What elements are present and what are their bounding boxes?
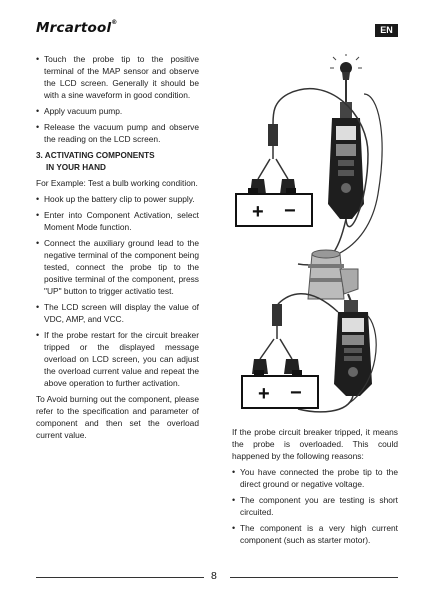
page-number: 8 xyxy=(211,570,217,582)
starter-motor-icon xyxy=(308,250,358,299)
battery-minus-label: − xyxy=(290,382,302,404)
list-item: • The component you are testing is short circuited. xyxy=(232,495,398,519)
example-text: For Example: Test a bulb working condition. xyxy=(36,178,198,189)
list-item: • The component is a very high current component (such as starter motor). xyxy=(232,523,398,547)
list-item: • Connect the auxiliary ground lead to the negative terminal of the component being tested, connect the probe tip to the positive terminal of the component, press "UP" button to trigger activatio test. xyxy=(36,238,199,298)
battery-plus-label: + xyxy=(252,201,264,223)
list-item: • Touch the probe tip to the positive terminal of the MAP sensor and observe the LCD screen. Generally it should be with a sine waveform in good condition. xyxy=(36,54,199,102)
brand-logo xyxy=(36,20,118,36)
registered-mark: ® xyxy=(111,19,118,26)
list-item: • Hook up the battery clip to power supply. xyxy=(36,194,199,206)
list-item: • Enter into Component Activation, select Moment Mode function. xyxy=(36,210,199,234)
brand-name: Mrcartool xyxy=(36,20,112,36)
section-heading-line1: 3. ACTIVATING COMPONENTS xyxy=(36,151,155,161)
list-item: • Release the vacuum pump and observe the reading on the LCD screen. xyxy=(36,122,199,146)
battery-bottom xyxy=(242,370,318,408)
language-badge: EN xyxy=(375,24,398,37)
battery-minus-label: − xyxy=(284,200,296,222)
section-heading-line2: IN YOUR HAND xyxy=(46,163,106,173)
bulb-icon xyxy=(330,54,362,80)
list-item: • You have connected the probe tip to the direct ground or negative voltage. xyxy=(232,467,398,491)
list-item: • The LCD screen will display the value of VDC, AMP, and VCC. xyxy=(36,302,199,326)
section-heading xyxy=(36,150,199,174)
closing-paragraph: To Avoid burning out the component, please refer to the specification and parameter of component and then set the overload current value. xyxy=(36,394,199,440)
list-item: • Apply vacuum pump. xyxy=(36,106,199,118)
left-column xyxy=(36,54,199,446)
probe-device-top xyxy=(328,80,364,219)
battery-top xyxy=(236,188,312,226)
footer-rule-left xyxy=(36,577,204,578)
probe-device-bottom xyxy=(334,294,372,396)
overload-intro: If the probe circuit breaker tripped, it means the probe is overloaded. This could happened by the following reasons: xyxy=(232,427,398,461)
footer-rule-right xyxy=(230,577,398,578)
list-item: • If the probe restart for the circuit breaker tripped or the displayed message overload on LCD screen, you can adjust the overload current value and repeat the above operation to further activation. xyxy=(36,330,199,390)
wiring-illustration xyxy=(228,54,398,424)
battery-plus-label: + xyxy=(258,383,270,405)
right-column xyxy=(232,427,398,551)
